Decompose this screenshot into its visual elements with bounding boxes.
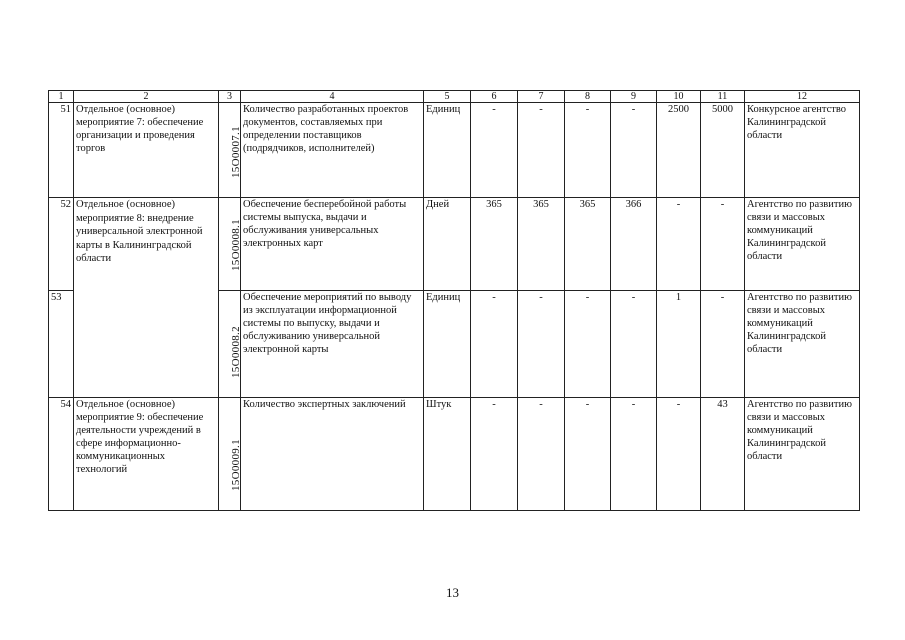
event-name: Отдельное (основное) мероприятие 8: внедрение универсальной электронной карты в Калининградской области xyxy=(74,198,219,398)
row-number: 51 xyxy=(49,103,74,198)
column-number: 7 xyxy=(518,91,565,103)
value-col-7: - xyxy=(518,103,565,198)
indicator-code xyxy=(219,198,241,291)
value-col-8: - xyxy=(565,103,611,198)
responsible-executor: Агентство по развитию связи и массовых коммуникаций Калининградской области xyxy=(745,398,860,511)
row-number: 54 xyxy=(49,398,74,511)
value-col-11: 5000 xyxy=(701,103,745,198)
indicator-name: Количество разработанных проектов документов, составляемых при определении поставщиков (подрядчиков, исполнителей) xyxy=(241,103,424,198)
table-row xyxy=(49,103,860,198)
responsible-executor: Агентство по развитию связи и массовых коммуникаций Калининградской области xyxy=(745,291,860,398)
column-number: 9 xyxy=(611,91,657,103)
unit: Единиц xyxy=(424,103,471,198)
unit: Штук xyxy=(424,398,471,511)
value-col-10: 1 xyxy=(657,291,701,398)
indicator-name: Количество экспертных заключений xyxy=(241,398,424,511)
program-indicators-table xyxy=(48,90,860,511)
indicator-code xyxy=(219,398,241,511)
value-col-7: 365 xyxy=(518,198,565,291)
indicator-code-text: 15О0008.2 xyxy=(229,326,242,378)
value-col-7: - xyxy=(518,291,565,398)
column-number: 8 xyxy=(565,91,611,103)
indicator-code-text: 15О0009.1 xyxy=(229,439,242,491)
row-number: 52 xyxy=(49,198,74,291)
value-col-9: - xyxy=(611,291,657,398)
indicator-code-text: 15О0008.1 xyxy=(229,219,242,271)
value-col-9: - xyxy=(611,398,657,511)
unit: Единиц xyxy=(424,291,471,398)
column-number-row xyxy=(49,91,860,103)
value-col-9: 366 xyxy=(611,198,657,291)
column-number: 12 xyxy=(745,91,860,103)
value-col-8: - xyxy=(565,291,611,398)
value-col-11: - xyxy=(701,198,745,291)
indicator-code xyxy=(219,103,241,198)
value-col-8: - xyxy=(565,398,611,511)
value-col-11: 43 xyxy=(701,398,745,511)
table-row xyxy=(49,398,860,511)
column-number: 10 xyxy=(657,91,701,103)
indicator-code xyxy=(219,291,241,398)
column-number: 11 xyxy=(701,91,745,103)
responsible-executor: Конкурсное агентство Калининградской области xyxy=(745,103,860,198)
event-name: Отдельное (основное) мероприятие 9: обеспечение деятельности учреждений в сфере информационно-коммуникационных технологий xyxy=(74,398,219,511)
value-col-6: - xyxy=(471,291,518,398)
column-number: 6 xyxy=(471,91,518,103)
value-col-10: - xyxy=(657,398,701,511)
value-col-9: - xyxy=(611,103,657,198)
table-row xyxy=(49,198,860,291)
column-number: 1 xyxy=(49,91,74,103)
page-number: 13 xyxy=(446,585,459,600)
indicator-name: Обеспечение бесперебойной работы системы выпуска, выдачи и обслуживания универсальных электронных карт xyxy=(241,198,424,291)
value-col-7: - xyxy=(518,398,565,511)
value-col-10: - xyxy=(657,198,701,291)
unit: Дней xyxy=(424,198,471,291)
row-number: 53 xyxy=(49,291,74,398)
event-name: Отдельное (основное) мероприятие 7: обеспечение организации и проведения торгов xyxy=(74,103,219,198)
indicator-code-text: 15О0007.1 xyxy=(229,126,242,178)
column-number: 2 xyxy=(74,91,219,103)
value-col-10: 2500 xyxy=(657,103,701,198)
indicator-name: Обеспечение мероприятий по выводу из эксплуатации информационной системы по выпуску, выдачи и обслуживанию универсальной электронной карты xyxy=(241,291,424,398)
column-number: 5 xyxy=(424,91,471,103)
value-col-11: - xyxy=(701,291,745,398)
responsible-executor: Агентство по развитию связи и массовых коммуникаций Калининградской области xyxy=(745,198,860,291)
value-col-8: 365 xyxy=(565,198,611,291)
column-number: 4 xyxy=(241,91,424,103)
value-col-6: - xyxy=(471,398,518,511)
value-col-6: 365 xyxy=(471,198,518,291)
column-number: 3 xyxy=(219,91,241,103)
value-col-6: - xyxy=(471,103,518,198)
